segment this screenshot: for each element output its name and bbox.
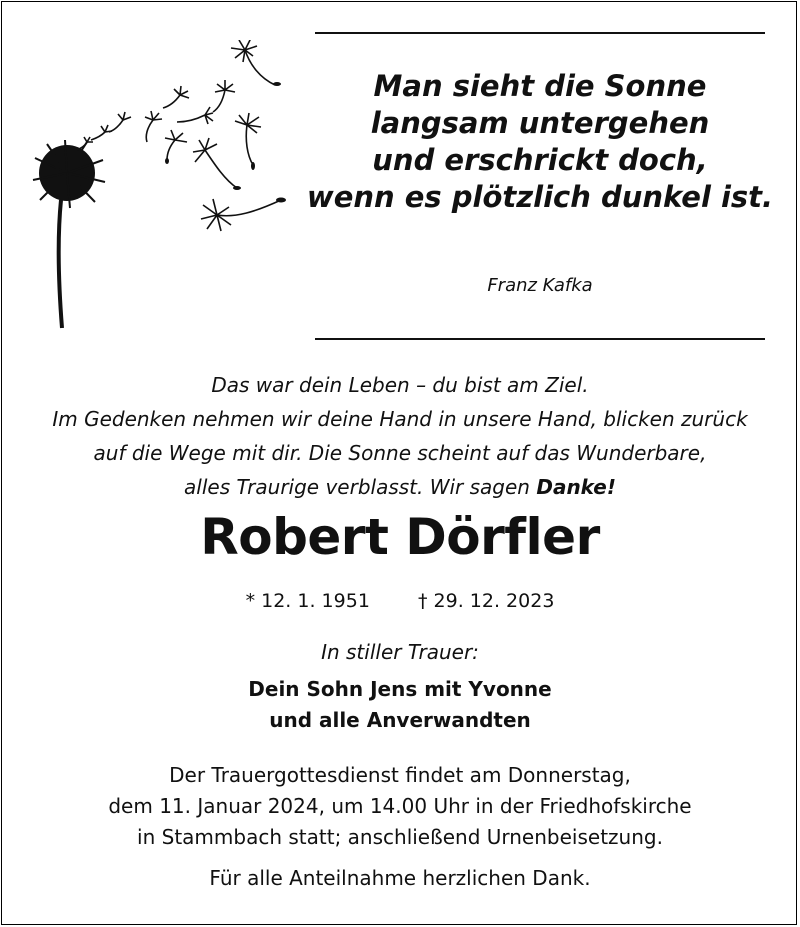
poem-line: Im Gedenken nehmen wir deine Hand in unsere Hand, blicken zurück — [52, 407, 748, 431]
quote-line: und erschrickt doch, — [372, 143, 708, 177]
poem-line: Das war dein Leben – du bist am Ziel. — [211, 373, 589, 397]
dandelion-icon — [25, 40, 295, 335]
deceased-name: Robert Dörfler — [200, 508, 600, 566]
quote-line: langsam untergehen — [370, 106, 710, 140]
poem-block — [0, 368, 800, 504]
death-date: 29. 12. 2023 — [433, 590, 555, 612]
quote-author: Franz Kafka — [487, 275, 593, 296]
family-line: und alle Anverwandten — [269, 708, 531, 732]
mourning-intro: In stiller Trauer: — [321, 640, 479, 664]
top-rule — [315, 32, 765, 34]
service-info — [0, 760, 800, 853]
closing-thanks: Für alle Anteilnahme herzlichen Dank. — [209, 866, 591, 890]
service-line: Der Trauergottesdienst findet am Donnerstag, — [169, 763, 631, 787]
life-dates — [0, 590, 800, 612]
family-block — [0, 674, 800, 736]
service-line: in Stammbach statt; anschließend Urnenbeisetzung. — [137, 825, 663, 849]
poem-line — [0, 470, 800, 504]
quote-block — [300, 68, 780, 216]
bottom-rule — [315, 338, 765, 340]
poem-last-line-text: alles Traurige verblasst. Wir sagen — [184, 475, 537, 499]
quote-line: Man sieht die Sonne — [373, 69, 707, 103]
poem-line: auf die Wege mit dir. Die Sonne scheint auf das Wunderbare, — [93, 441, 707, 465]
birth-symbol: * — [245, 590, 256, 612]
death-symbol: † — [418, 590, 428, 612]
poem-thanks-emphasis: Danke! — [536, 475, 616, 499]
quote-line: wenn es plötzlich dunkel ist. — [306, 180, 774, 214]
family-line: Dein Sohn Jens mit Yvonne — [248, 677, 552, 701]
service-line: dem 11. Januar 2024, um 14.00 Uhr in der Friedhofskirche — [108, 794, 692, 818]
birth-date: 12. 1. 1951 — [261, 590, 370, 612]
